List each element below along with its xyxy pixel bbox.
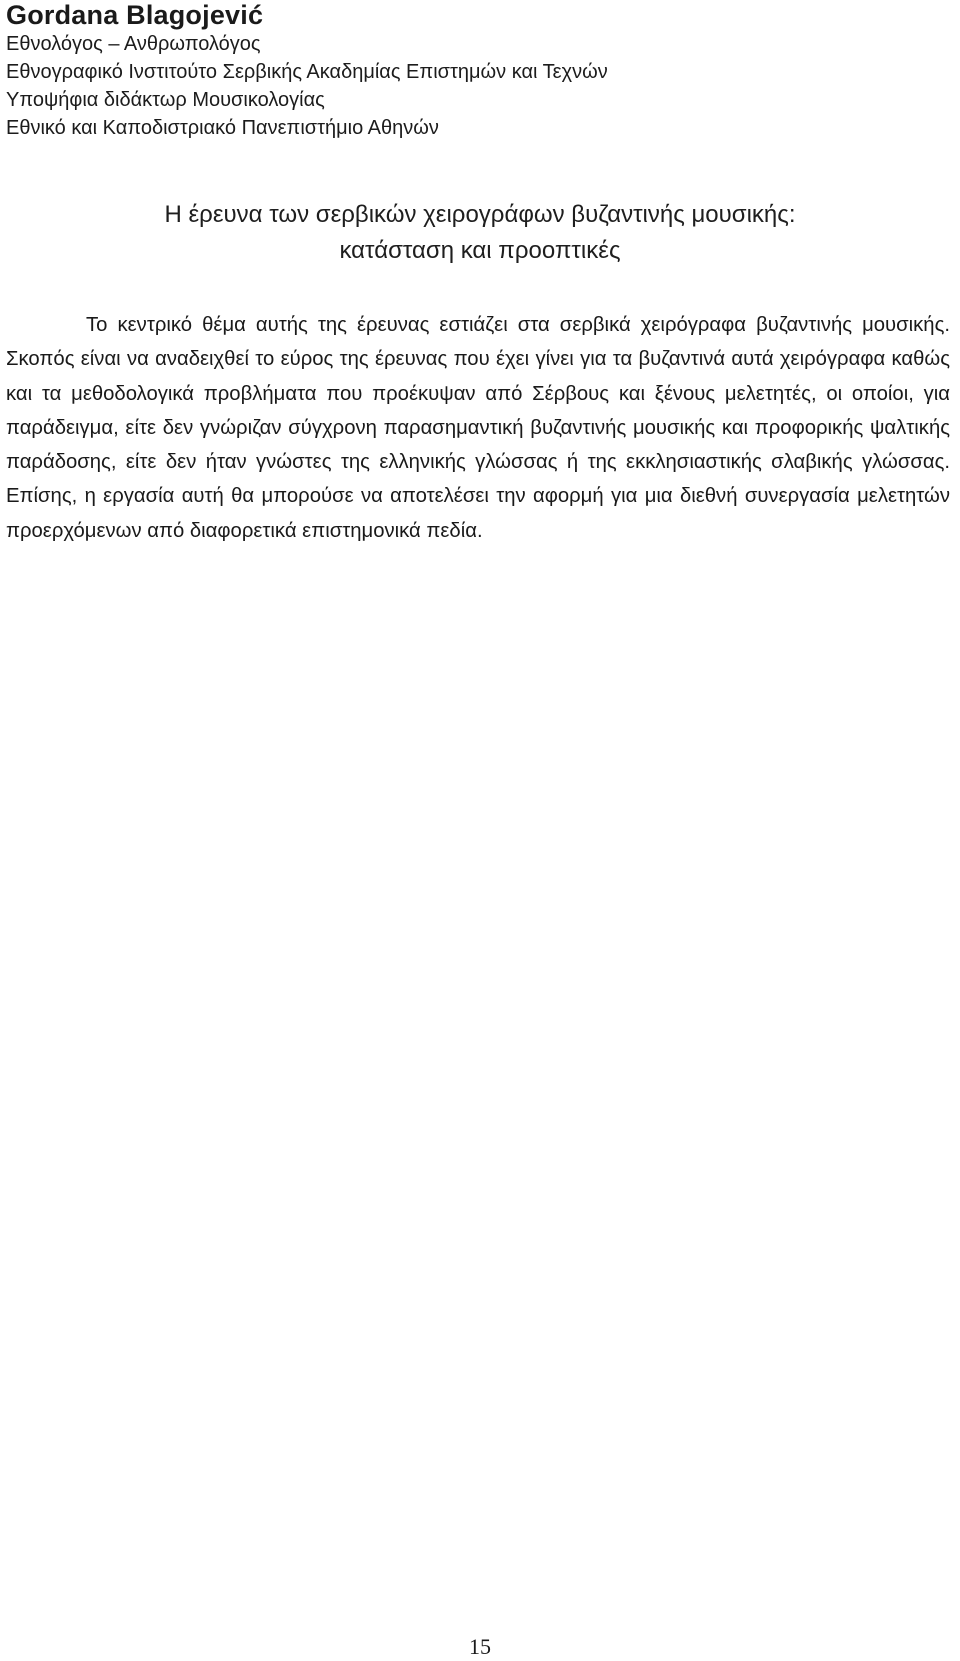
author-institute: Εθνογραφικό Ινστιτούτο Σερβικής Ακαδημίας Επιστημών και Τεχνών bbox=[6, 61, 608, 83]
author-name: Gordana Blagojević bbox=[6, 0, 264, 30]
abstract-paragraph: Το κεντρικό θέμα αυτής της έρευνας εστιάζει στα σερβικά χειρόγραφα βυζαντινής μουσικής. Σκοπός είναι να αναδειχθεί το εύρος της έρευνας που έχει γίνει για τα βυζαντινά αυτά χειρόγραφα καθώς και τα μεθοδολογικά προβλήματα που προέκυψαν από Σέρβους και ξένους μελετητές, οι οποίοι, για παράδειγμα, είτε δεν γνώριζαν σύγχρονη παρασημαντική βυζαντινής μουσικής και προφορικής ψαλτικής παράδοσης, είτε δεν ήταν γνώστες της ελληνικής γλώσσας ή της εκκλησιαστικής σλαβικής γλώσσας. Επίσης, η εργασία αυτή θα μπορούσε να αποτελέσει την αφορμή για μια διεθνή συνεργασία μελετητών προερχόμενων από διαφορετικά επιστημονικά πεδία. bbox=[6, 314, 950, 542]
author-role: Εθνολόγος – Ανθρωπολόγος bbox=[6, 33, 261, 55]
author-block bbox=[6, 0, 946, 142]
page-number: 15 bbox=[469, 1634, 491, 1659]
author-candidacy: Υποψήφια διδάκτωρ Μουσικολογίας bbox=[6, 89, 325, 111]
author-university: Εθνικό και Καποδιστριακό Πανεπιστήμιο Αθηνών bbox=[6, 117, 439, 139]
paper-title-line-1: Η έρευνα των σερβικών χειρογράφων βυζαντινής μουσικής: bbox=[164, 201, 796, 228]
paper-title-line-2: κατάσταση και προοπτικές bbox=[339, 237, 621, 264]
paper-title bbox=[0, 197, 960, 269]
